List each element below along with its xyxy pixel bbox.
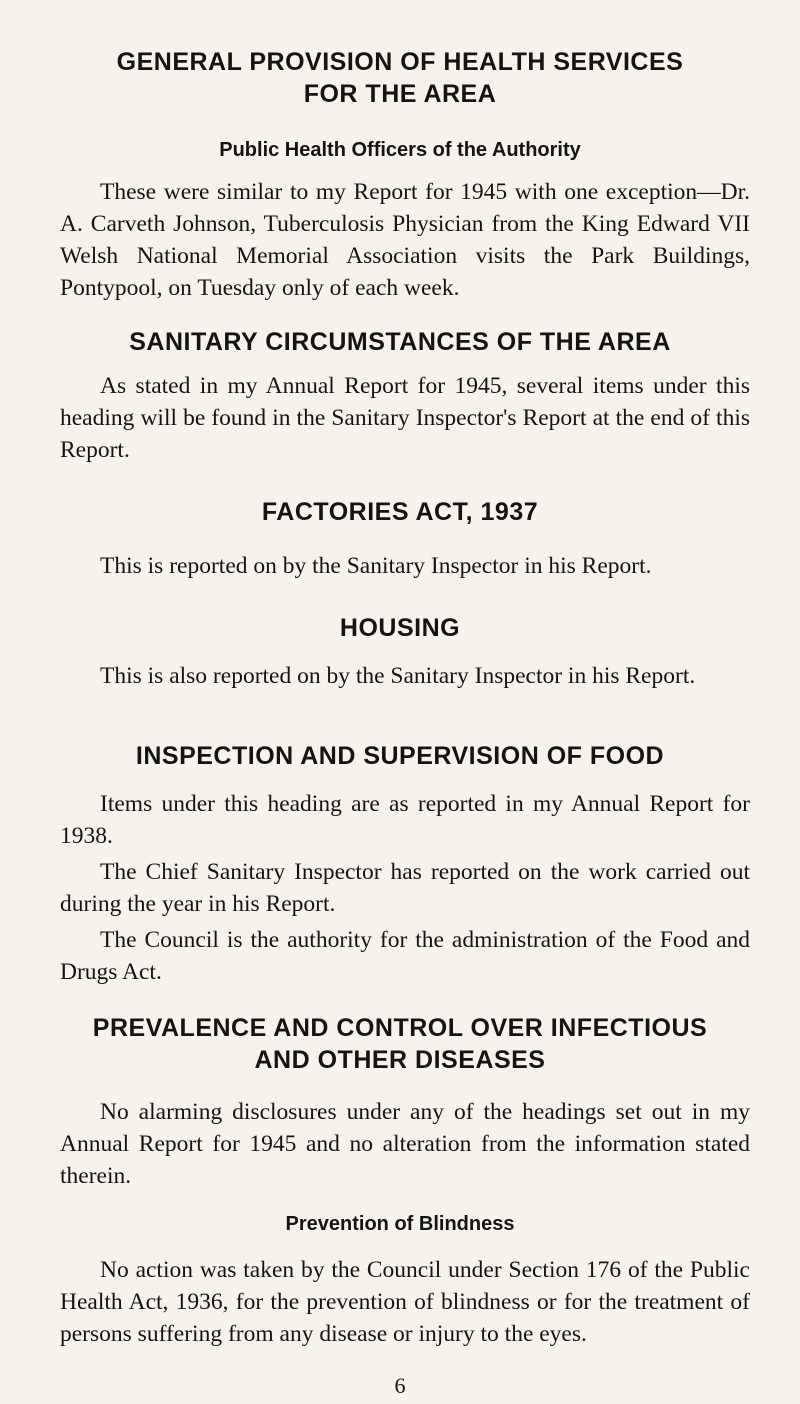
heading-prevention-blindness: Prevention of Blindness: [285, 1213, 515, 1235]
heading-factories-act: FACTORIES ACT, 1937: [261, 498, 539, 526]
heading-general-provision-line2: FOR THE AREA: [303, 80, 497, 108]
paragraph-housing: This is also reported on by the Sanitary Inspector in his Report.: [100, 663, 696, 689]
heading-prevalence-line2: AND OTHER DISEASES: [254, 1046, 546, 1074]
page-number: 6: [394, 1373, 406, 1398]
paragraph-officers: These were similar to my Report for 1945 with one exception—Dr. A. Carveth Johnson, Tuberculosis Physician from the King Edward VII Welsh National Memorial Association visits the Park Buildings, Pontypool, on Tuesday only of each week.: [60, 179, 750, 301]
paragraph-factories: This is reported on by the Sanitary Inspector in his Report.: [100, 553, 652, 579]
heading-general-provision-line1: GENERAL PROVISION OF HEALTH SERVICES: [116, 48, 684, 76]
heading-sanitary-circumstances: SANITARY CIRCUMSTANCES OF THE AREA: [129, 328, 671, 356]
heading-prevalence-line1: PREVALENCE AND CONTROL OVER INFECTIOUS: [92, 1014, 708, 1042]
paragraph-food-1: Items under this heading are as reported in my Annual Report for 1938.: [60, 791, 750, 849]
heading-housing: HOUSING: [339, 614, 461, 642]
paragraph-food-2: The Chief Sanitary Inspector has reported on the work carried out during the year in his Report.: [60, 859, 750, 917]
paragraph-food-3: The Council is the authority for the administration of the Food and Drugs Act.: [60, 927, 750, 985]
paragraph-prevalence: No alarming disclosures under any of the headings set out in my Annual Report for 1945 and no alteration from the information stated therein.: [60, 1099, 750, 1189]
heading-inspection-food: INSPECTION AND SUPERVISION OF FOOD: [135, 742, 665, 770]
heading-public-health-officers: Public Health Officers of the Authority: [219, 139, 581, 161]
paragraph-blindness: No action was taken by the Council under Section 176 of the Public Health Act, 1936, for the prevention of blindness or for the treatment of persons suffering from any disease or injury to the eyes.: [60, 1257, 750, 1347]
paragraph-sanitary: As stated in my Annual Report for 1945, several items under this heading will be found in the Sanitary Inspector's Report at the end of this Report.: [60, 373, 750, 463]
